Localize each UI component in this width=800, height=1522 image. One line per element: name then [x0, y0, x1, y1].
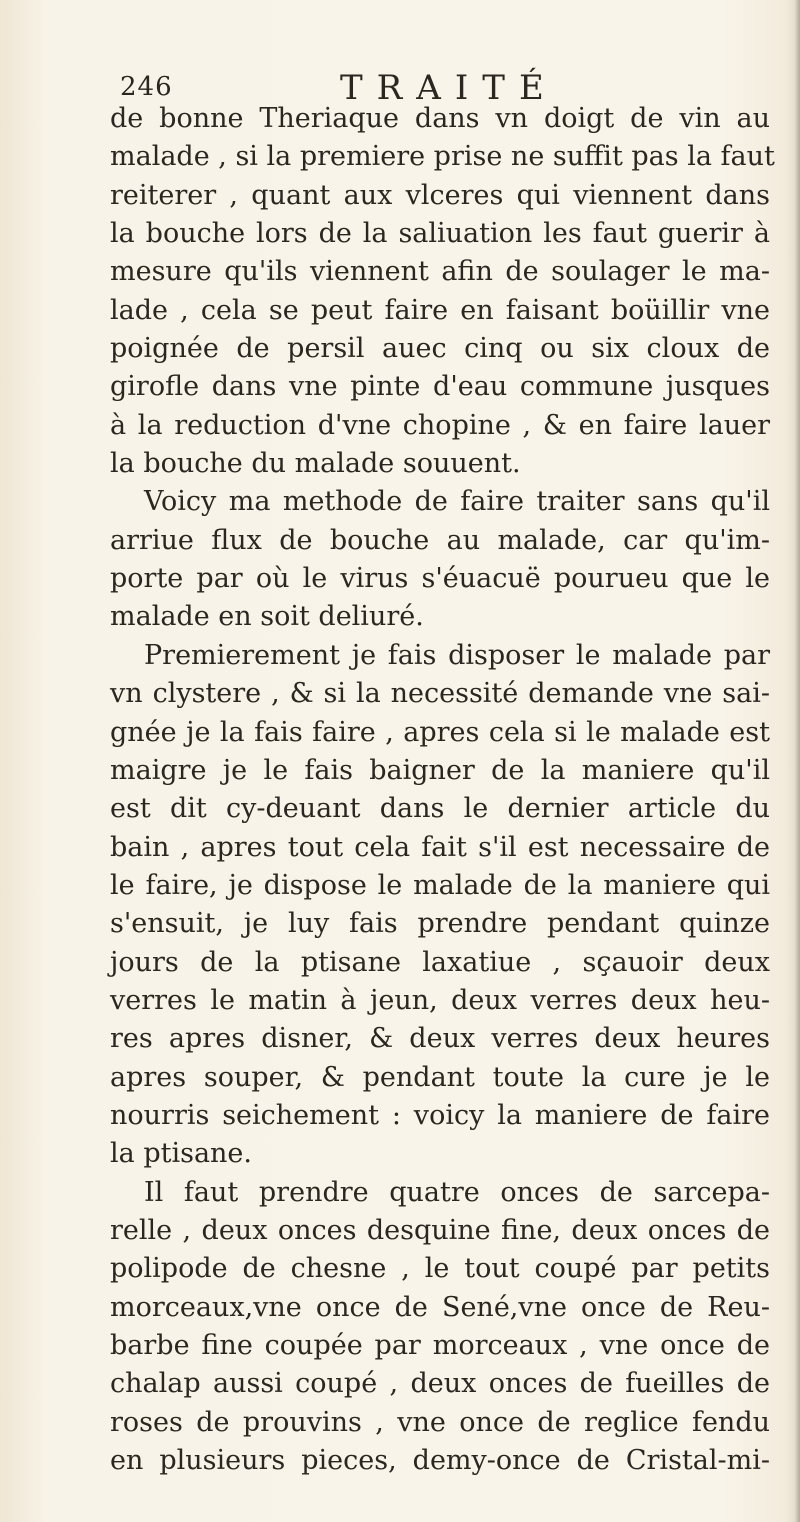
text-line: verres le matin à jeun, deux verres deux heu- — [110, 984, 770, 1016]
paragraph-first-line: Premierement je fais disposer le malade par — [144, 639, 770, 671]
text-line: arriue flux de bouche au malade, car qu'im- — [110, 524, 770, 556]
running-title: TRAITÉ — [340, 68, 558, 108]
text-line: jours de la ptisane laxatiue , sçauoir deux — [110, 946, 770, 978]
paragraph-first-line: Voicy ma methode de faire traiter sans qu'il — [144, 486, 770, 518]
text-line: lade , cela se peut faire en faisant boüillir vne — [110, 294, 770, 326]
text-line: morceaux,vne once de Sené,vne once de Reu- — [110, 1291, 770, 1323]
page-edge-shadow — [786, 0, 800, 1522]
text-line: poignée de persil auec cinq ou six cloux de — [110, 333, 770, 365]
body-text — [110, 100, 775, 1480]
text-line: maigre je le fais baigner de la maniere qu'il — [110, 754, 770, 786]
text-line: est dit cy-deuant dans le dernier article du — [110, 793, 770, 825]
text-line: girofle dans vne pinte d'eau commune jusques — [110, 371, 770, 403]
text-line: à la reduction d'vne chopine , & en faire lauer — [110, 409, 770, 441]
text-line: la bouche du malade souuent. — [110, 448, 521, 480]
text-line: barbe fine coupée par morceaux , vne once de — [110, 1330, 770, 1361]
text-line: en plusieurs pieces, demy-once de Cristal-mi- — [110, 1445, 770, 1477]
text-line: polipode de chesne , le tout coupé par petits — [110, 1253, 770, 1285]
paragraph-first-line: Il faut prendre quatre onces de sarcepa- — [144, 1176, 770, 1208]
text-line: chalap aussi coupé , deux onces de fueilles de — [110, 1368, 770, 1400]
text-line: vn clystere , & si la necessité demande vne sai- — [110, 678, 770, 710]
text-line: malade en soit deliuré. — [110, 601, 424, 633]
text-line: la bouche lors de la saliuation les faut guerir à — [110, 218, 770, 250]
text-line: roses de prouvins , vne once de reglice fendu — [110, 1406, 770, 1438]
text-line: la ptisane. — [110, 1138, 252, 1170]
text-line: apres souper, & pendant toute la cure je le — [110, 1061, 770, 1093]
text-line: res apres disner, & deux verres deux heures — [110, 1023, 770, 1055]
text-line: de bonne Theriaque dans vn doigt de vin au — [110, 103, 770, 134]
text-line: reiterer , quant aux vlceres qui viennent dans — [110, 179, 770, 211]
text-line: mesure qu'ils viennent afin de soulager le ma- — [110, 256, 770, 288]
text-line: bain , apres tout cela fait s'il est necessaire de — [110, 831, 770, 863]
text-line: s'ensuit, je luy fais prendre pendant quinze — [110, 908, 770, 940]
text-line: malade , si la premiere prise ne suffit pas la faut — [110, 141, 775, 173]
text-line: gnée je la fais faire , apres cela si le malade est — [110, 716, 770, 748]
text-line: porte par où le virus s'éuacuë pourueu que le — [110, 563, 770, 595]
text-line: nourris seichement : voicy la maniere de faire — [110, 1099, 770, 1131]
page-number: 246 — [120, 72, 173, 102]
text-line: relle , deux onces desquine fine, deux onces de — [110, 1214, 770, 1246]
text-line: le faire, je dispose le malade de la maniere qui — [110, 869, 770, 901]
